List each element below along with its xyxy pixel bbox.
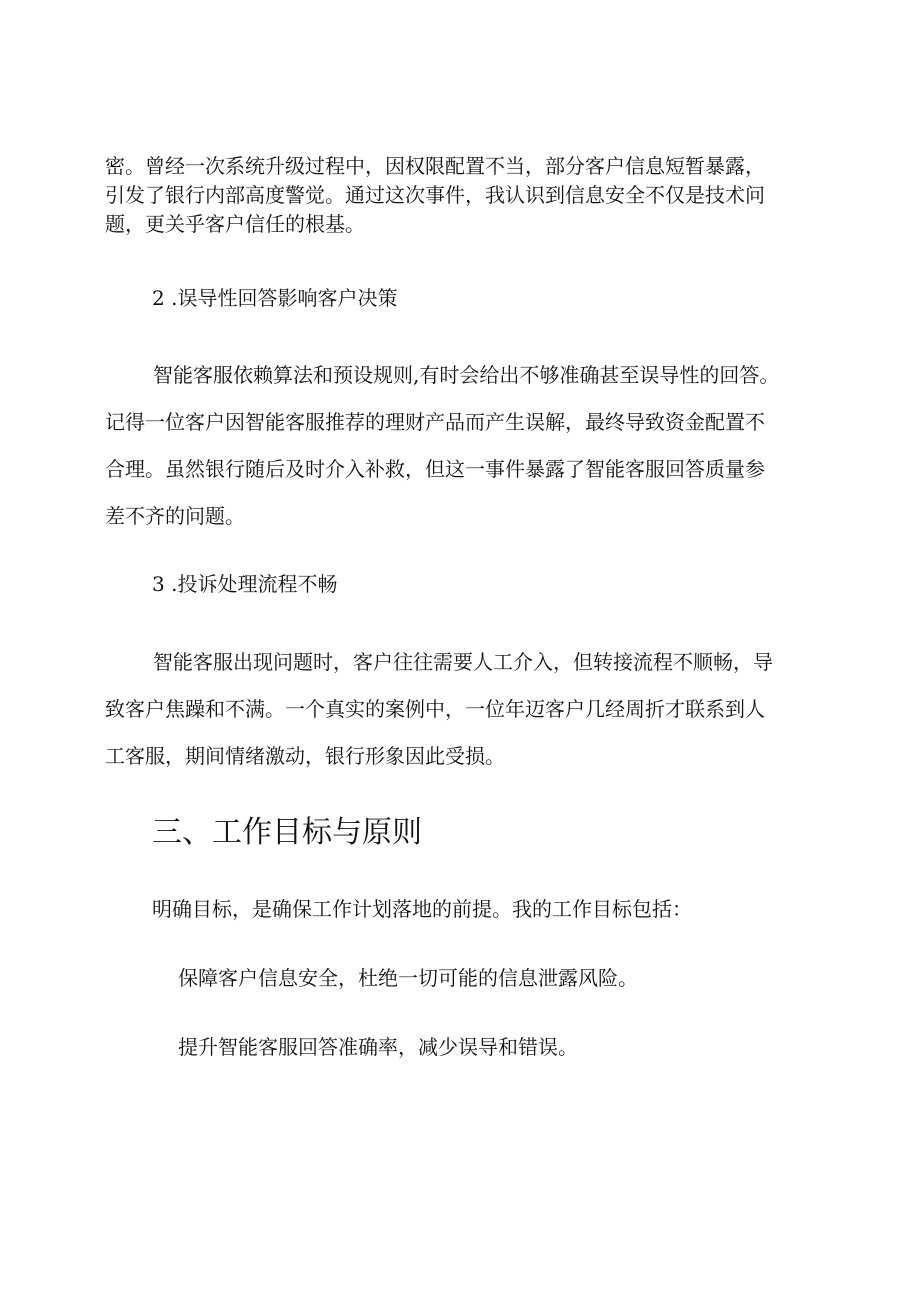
issue-3-paragraph: [105, 639, 825, 780]
paragraph-line: 题，更关乎客户信任的根基。: [105, 212, 365, 236]
paragraph-line: 致客户焦躁和不满。一个真实的案例中，一位年迈客户几经周折才联系到人: [105, 697, 765, 721]
paragraph-line: 引发了银行内部高度警觉。通过这次事件，我认识到信息安全不仅是技术问: [105, 183, 765, 207]
paragraph-line: 差不齐的问题。: [105, 504, 245, 528]
paragraph-line: 智能客服出现问题时，客户往往需要人工介入，但转接流程不顺畅，导: [153, 650, 773, 674]
paragraph-line: 记得一位客户因智能客服推荐的理财产品而产生误解，最终导致资金配置不: [105, 410, 765, 434]
paragraph-line: 密。曾经一次系统升级过程中，因权限配置不当，部分客户信息短暂暴露，: [105, 154, 765, 178]
goal-item: 提升智能客服回答准确率，减少误导和错误。: [178, 1035, 578, 1059]
issue-2-paragraph: [105, 352, 825, 540]
issue-2-heading: 2 .误导性回答影响客户决策: [152, 286, 398, 310]
paragraph-line: 智能客服依赖算法和预设规则,有时会给出不够准确甚至误导性的回答。: [153, 363, 780, 387]
section-heading: 三、工作目标与原则: [152, 815, 422, 850]
section-intro: 明确目标，是确保工作计划落地的前提。我的工作目标包括：: [152, 897, 692, 921]
goal-item: 保障客户信息安全，杜绝一切可能的信息泄露风险。: [178, 966, 638, 990]
paragraph-line: 合理。虽然银行随后及时介入补救，但这一事件暴露了智能客服回答质量参: [105, 457, 765, 481]
continuation-paragraph: [105, 152, 825, 239]
paragraph-line: 工客服，期间情绪激动，银行形象因此受损。: [105, 744, 505, 768]
issue-3-heading: 3 .投诉处理流程不畅: [152, 572, 338, 596]
